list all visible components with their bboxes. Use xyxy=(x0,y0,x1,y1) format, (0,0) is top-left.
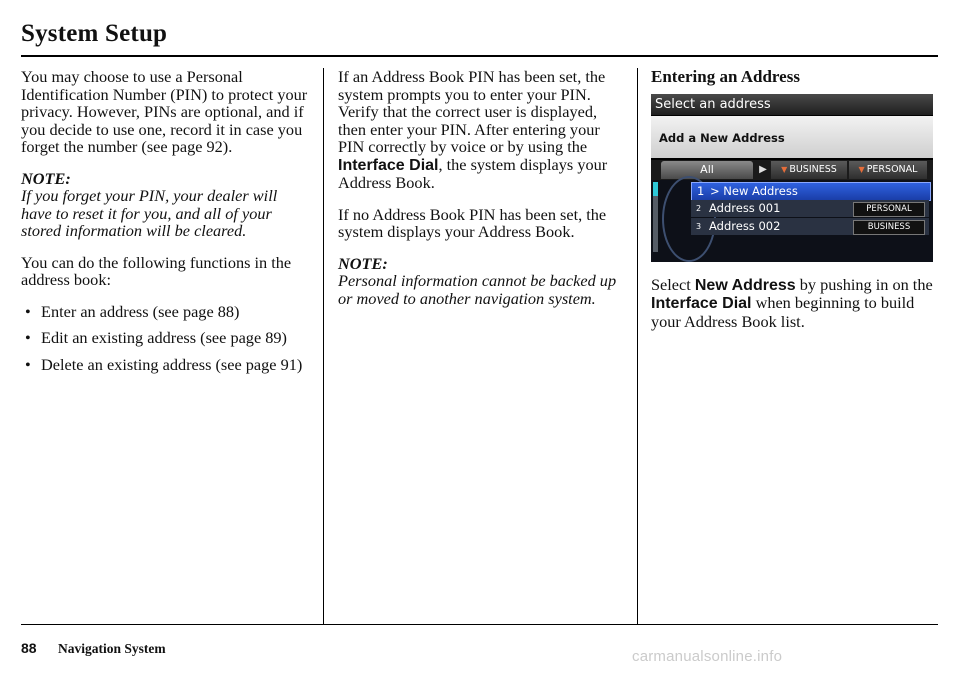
list-item[interactable] xyxy=(691,200,929,217)
add-new-address-button[interactable] xyxy=(651,116,933,158)
footer-label: Navigation System xyxy=(58,641,166,656)
tab-all[interactable]: All xyxy=(661,161,753,179)
instruction-select: Select xyxy=(651,274,691,294)
address-list xyxy=(651,180,933,262)
pin-text-before: If an Address Book PIN has been set, the system prompts you to enter your PIN. Verify that the correct user is displayed, then enter your PIN. After entering your PIN correctly by voice or by using the xyxy=(338,67,606,156)
intro-paragraph: You may choose to use a Personal Identification Number (PIN) to protect your privacy. However, PINs are optional, and if you decide to use one, record it in case you forget the number (see page 92). xyxy=(21,67,308,156)
new-address-term: New Address xyxy=(694,276,796,294)
section-heading: Entering an Address xyxy=(651,67,800,86)
tab-business[interactable] xyxy=(771,161,847,179)
watermark: carmanualsonline.info xyxy=(632,648,783,665)
column-3 xyxy=(651,68,941,344)
functions-intro: You can do the following functions in the address book: xyxy=(21,252,292,289)
interface-dial-term: Interface Dial xyxy=(338,156,439,174)
category-badge: BUSINESS xyxy=(853,220,925,235)
tab-personal-label: PERSONAL xyxy=(866,163,918,175)
pin-icon: ▼ xyxy=(781,164,788,174)
scrollbar-thumb[interactable] xyxy=(653,182,658,196)
note-label: NOTE: xyxy=(21,168,71,188)
function-list xyxy=(21,303,311,374)
pin-text-after: , the system displays your Address Book. xyxy=(338,154,608,192)
footer-rule xyxy=(21,624,938,625)
list-item[interactable] xyxy=(691,218,929,235)
column-divider-1 xyxy=(323,68,324,624)
row-label: Address 001 xyxy=(709,200,781,215)
title-rule xyxy=(21,55,938,57)
column-1 xyxy=(21,68,311,382)
row-label: Address 002 xyxy=(709,218,781,233)
row-number: 1 xyxy=(697,183,705,198)
page-number: 88 xyxy=(21,640,37,656)
screen-header xyxy=(651,94,933,115)
tab-personal[interactable] xyxy=(849,161,927,179)
row-label: > New Address xyxy=(710,183,798,198)
note-text: Personal information cannot be backed up or moved to another navigation system. xyxy=(338,271,617,308)
list-item: • Enter an address (see page 88) xyxy=(21,303,311,321)
page-title: System Setup xyxy=(21,20,168,47)
add-new-address-label: Add a New Address xyxy=(659,130,785,145)
pin-paragraph xyxy=(338,68,628,192)
navigation-screen xyxy=(651,94,933,262)
list-item[interactable] xyxy=(691,182,931,201)
list-item: • Edit an existing address (see page 89) xyxy=(21,329,311,347)
note-text: If you forget your PIN, your dealer will have to reset it for you, and all of your stored information will be cleared. xyxy=(21,186,278,240)
screen-header-label: Select an address xyxy=(655,96,771,112)
column-2 xyxy=(338,68,628,321)
pin-icon: ▼ xyxy=(858,164,865,174)
category-badge: PERSONAL xyxy=(853,202,925,217)
row-number: 3 xyxy=(696,221,702,231)
instruction-paragraph xyxy=(651,276,941,331)
play-arrow-icon: ▶ xyxy=(759,163,767,175)
note-label: NOTE: xyxy=(338,253,388,273)
tab-business-label: BUSINESS xyxy=(789,163,837,175)
row-number: 2 xyxy=(696,203,702,213)
interface-dial-term: Interface Dial xyxy=(651,295,752,312)
column-divider-2 xyxy=(637,68,638,624)
list-item: • Delete an existing address (see page 91) xyxy=(21,356,311,374)
instruction-mid: by pushing in on the xyxy=(799,274,933,294)
instruction-after: when beginning to build your Address Book list. xyxy=(651,293,915,331)
no-pin-paragraph: If no Address Book PIN has been set, the system displays your Address Book. xyxy=(338,204,607,241)
